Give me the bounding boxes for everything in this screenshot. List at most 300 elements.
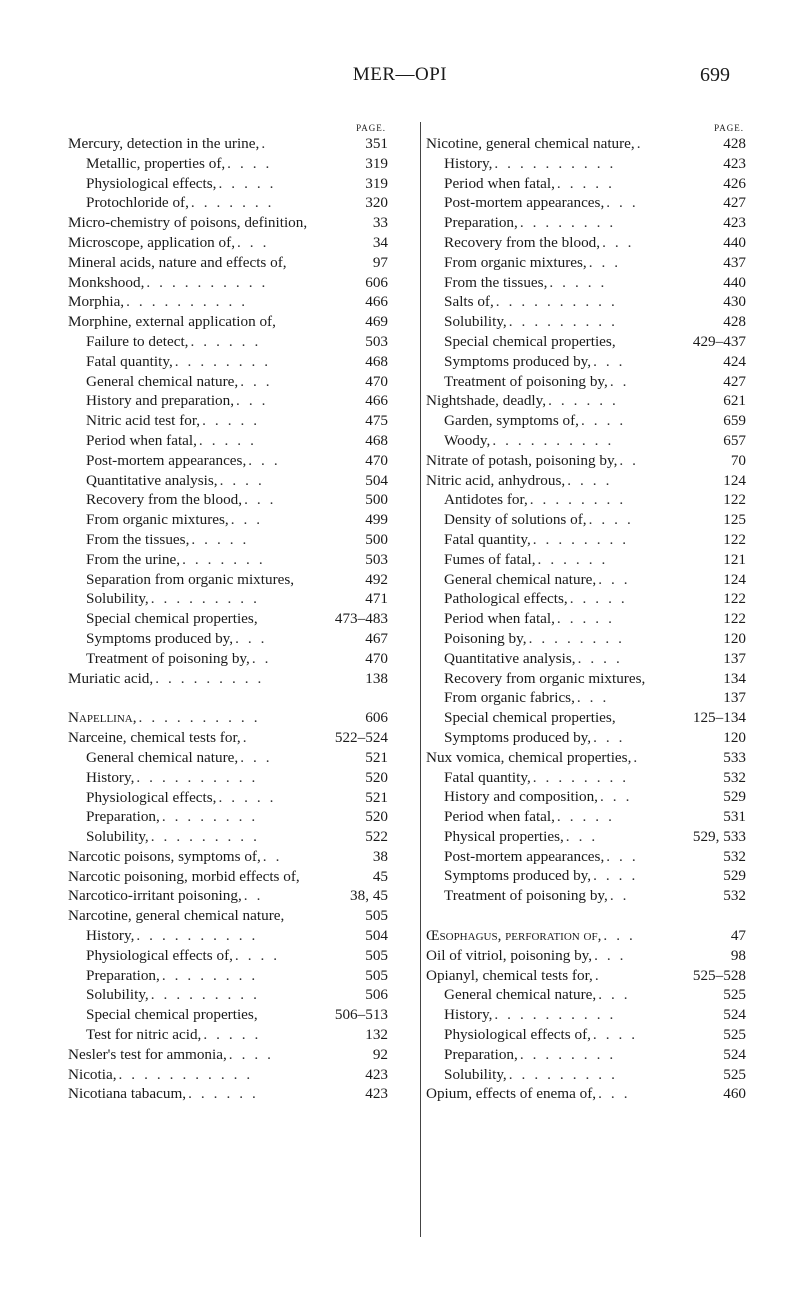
entry-page: 124: [723, 570, 746, 588]
entry-term: Fatal quantity,: [444, 768, 531, 786]
entry-term: Metallic, properties of,: [86, 154, 226, 172]
entry-page: 440: [723, 233, 746, 251]
entry-term: Nitric acid test for,: [86, 412, 201, 430]
index-subentry: [68, 510, 388, 530]
entry-term: Woody,: [444, 431, 491, 449]
entry-leader: . . . .: [577, 649, 623, 667]
entry-leader: . . .: [602, 233, 635, 251]
entry-leader: . . . . . . . . . .: [136, 768, 258, 786]
index-subentry: [426, 312, 746, 332]
entry-term: Period when fatal,: [444, 174, 555, 192]
column-divider: [420, 122, 421, 1237]
entry-term: History,: [86, 927, 135, 945]
entry-page: 121: [723, 550, 746, 568]
index-subentry: [426, 807, 746, 827]
entry-term: Solubility,: [444, 1065, 507, 1083]
entry-term: Symptoms produced by,: [444, 728, 592, 746]
entry-term: Preparation,: [86, 808, 160, 826]
index-column-left: [68, 122, 388, 1104]
index-subentry: [68, 609, 388, 629]
index-subentry: [68, 193, 388, 213]
entry-leader: . . . . . .: [548, 392, 619, 410]
index-subentry: [426, 688, 746, 708]
index-subentry: [68, 154, 388, 174]
entry-term: Recovery from the blood,: [444, 233, 601, 251]
entry-page: 428: [723, 135, 746, 152]
entry-term: Solubility,: [444, 313, 507, 331]
entry-leader: . . .: [248, 451, 281, 469]
index-subentry: [68, 352, 388, 372]
index-entry: [68, 847, 388, 867]
entry-term: Monkshood,: [68, 273, 145, 291]
entry-page: 475: [365, 412, 388, 430]
entry-leader: . . . .: [593, 867, 638, 885]
entry-leader: . .: [262, 847, 282, 865]
section-gap: [426, 906, 746, 926]
entry-page: 505: [365, 907, 388, 925]
entry-page: 137: [723, 689, 746, 707]
entry-term: Preparation,: [444, 214, 518, 232]
entry-leader: . . .: [599, 788, 632, 806]
index-entry: [68, 867, 388, 887]
entry-term: History,: [86, 768, 135, 786]
entry-term: Narcotic poisons, symptoms of,: [68, 847, 261, 865]
index-entry: [68, 292, 388, 312]
entry-term: Solubility,: [86, 828, 149, 846]
entry-term: From the tissues,: [444, 273, 548, 291]
entry-term: Morphia,: [68, 293, 125, 311]
index-subentry: [426, 866, 746, 886]
index-subentry: [426, 273, 746, 293]
index-subentry: [426, 253, 746, 273]
entry-term: Nightshade, deadly,: [426, 392, 547, 410]
entry-page: 466: [365, 392, 388, 410]
entry-leader: . . . . . . . .: [519, 214, 616, 232]
index-subentry: [426, 1065, 746, 1085]
entry-term: Solubility,: [86, 986, 149, 1004]
entry-term: Treatment of poisoning by,: [444, 887, 608, 905]
entry-term: Period when fatal,: [444, 808, 555, 826]
index-subentry: [426, 510, 746, 530]
entry-page: 34: [372, 233, 388, 251]
entry-term: History and composition,: [444, 788, 598, 806]
entry-leader: . . . . . . . . . .: [136, 927, 258, 945]
entry-leader: . . .: [230, 511, 263, 529]
entry-page: 120: [723, 728, 746, 746]
entry-page: 460: [723, 1085, 746, 1103]
entry-leader: . . . . . . . . . .: [495, 293, 618, 311]
entry-leader: . . . . . .: [537, 550, 608, 568]
entry-leader: . . . . . . . . . .: [146, 273, 268, 291]
entry-page: 500: [365, 491, 388, 509]
index-subentry: [426, 1045, 746, 1065]
index-subentry: [68, 372, 388, 392]
entry-leader: . . . . . . . . .: [150, 828, 260, 846]
entry-page: 122: [723, 610, 746, 628]
index-subentry: [426, 728, 746, 748]
entry-term: Narceine, chemical tests for,: [68, 729, 241, 747]
entry-term: Micro-chemistry of poisons, definition,: [68, 214, 308, 232]
entry-leader: . . .: [593, 728, 626, 746]
entry-page: 506: [365, 986, 388, 1004]
entry-page: 440: [723, 273, 746, 291]
entry-page: 97: [372, 253, 388, 271]
entry-leader: .: [261, 135, 268, 152]
entry-leader: . . . . . . . .: [174, 352, 271, 370]
entry-page: 525: [723, 1065, 746, 1083]
entry-page: 319: [365, 174, 388, 192]
entry-page: 532: [723, 887, 746, 905]
entry-leader: . . . . . . . .: [529, 491, 626, 509]
index-subentry: [68, 490, 388, 510]
entry-page: 424: [723, 352, 746, 370]
entry-page: 122: [723, 590, 746, 608]
entry-page: 504: [365, 471, 388, 489]
entry-leader: . . . . .: [218, 788, 277, 806]
entry-page: 98: [730, 946, 746, 964]
entry-term: Antidotes for,: [444, 491, 528, 509]
index-subentry: [426, 490, 746, 510]
entry-page: 506–513: [334, 1006, 388, 1024]
index-subentry: [426, 609, 746, 629]
index-subentry: [426, 708, 746, 728]
entry-page: 423: [365, 1085, 388, 1103]
entry-page: 657: [723, 431, 746, 449]
entry-page: 500: [365, 530, 388, 548]
entry-leader: . . .: [236, 392, 269, 410]
entry-term: Special chemical properties,: [444, 709, 616, 727]
entry-leader: . . . .: [580, 412, 626, 430]
entry-leader: . . . . . . . .: [532, 530, 629, 548]
index-entry: [426, 1084, 746, 1104]
entry-page: 125: [723, 511, 746, 529]
entry-leader: . . .: [588, 253, 621, 271]
entry-leader: . . . .: [219, 471, 265, 489]
index-entry: [426, 391, 746, 411]
entry-term: Opianyl, chemical tests for,: [426, 966, 593, 984]
index-subentry: [68, 471, 388, 491]
index-subentry: [68, 431, 388, 451]
entry-page: 137: [723, 649, 746, 667]
index-subentry: [426, 411, 746, 431]
entry-page: 423: [365, 1065, 388, 1083]
index-subentry: [426, 1025, 746, 1045]
entry-term: Quantitative analysis,: [444, 649, 576, 667]
entry-term: General chemical nature,: [86, 372, 239, 390]
index-subentry: [68, 827, 388, 847]
index-subentry: [68, 411, 388, 431]
entry-page: 659: [723, 412, 746, 430]
entry-term: Opium, effects of enema of,: [426, 1085, 597, 1103]
entry-leader: . . . . .: [549, 273, 607, 291]
entry-page: 505: [365, 946, 388, 964]
entry-term: Symptoms produced by,: [444, 867, 592, 885]
entry-page: 319: [365, 154, 388, 172]
entry-term: Treatment of poisoning by,: [444, 372, 608, 390]
entry-leader: . . . . .: [203, 1026, 261, 1044]
entry-leader: . . . .: [227, 154, 272, 172]
entry-leader: . . . . . . . . . .: [126, 293, 248, 311]
entry-term: From the urine,: [86, 550, 181, 568]
index-subentry: [68, 788, 388, 808]
index-subentry: [68, 966, 388, 986]
entry-term: Separation from organic mixtures,: [86, 570, 295, 588]
entry-page: 423: [723, 154, 746, 172]
index-entry: [426, 471, 746, 491]
entry-page: 621: [723, 392, 746, 410]
entry-leader: . . . . . . . .: [519, 1045, 616, 1063]
entry-leader: . . .: [240, 372, 273, 390]
entry-leader: . . . . . . . . .: [508, 1065, 618, 1083]
index-entry: [68, 708, 388, 728]
entry-leader: . . .: [240, 748, 273, 766]
entry-leader: . . . .: [588, 511, 634, 529]
index-subentry: [426, 886, 746, 906]
index-subentry: [68, 649, 388, 669]
entry-leader: . . .: [606, 194, 639, 212]
entry-term: Post-mortem appearances,: [444, 847, 605, 865]
entry-leader: . . . . . . . . .: [150, 986, 260, 1004]
entry-term: History,: [444, 154, 493, 172]
entry-page: 473–483: [334, 610, 388, 628]
index-subentry: [68, 768, 388, 788]
entry-leader: . . . . .: [191, 530, 249, 548]
index-subentry: [426, 629, 746, 649]
index-subentry: [426, 431, 746, 451]
index-entry: [426, 946, 746, 966]
entry-leader: . . . . . . . . .: [155, 669, 264, 687]
index-subentry: [426, 649, 746, 669]
entry-page: 47: [730, 927, 746, 945]
entry-leader: . . .: [603, 927, 636, 945]
entry-term: Physiological effects,: [86, 174, 217, 192]
index-subentry: [426, 372, 746, 392]
entry-term: Protochloride of,: [86, 194, 189, 212]
entry-page: 134: [723, 669, 746, 687]
entry-leader: .: [636, 135, 644, 152]
index-subentry: [426, 193, 746, 213]
index-entry: [68, 233, 388, 253]
entry-term: Microscope, application of,: [68, 233, 236, 251]
entry-leader: . . .: [565, 827, 598, 845]
entry-term: Muriatic acid,: [68, 669, 154, 687]
entry-leader: . . .: [244, 491, 277, 509]
entry-page: 522–524: [334, 729, 388, 747]
index-entry: [68, 312, 388, 332]
entry-page: 468: [365, 352, 388, 370]
entry-page: 532: [723, 847, 746, 865]
entry-leader: . . .: [606, 847, 639, 865]
entry-term: Recovery from the blood,: [86, 491, 243, 509]
entry-page: 470: [365, 372, 388, 390]
entry-term: Physiological effects of,: [444, 1026, 591, 1044]
entry-leader: . . . . . . . .: [532, 768, 629, 786]
entry-term: Nicotiana tabacum,: [68, 1085, 187, 1103]
entry-term: Preparation,: [86, 966, 160, 984]
entry-term: Physiological effects of,: [86, 946, 233, 964]
entry-term: Special chemical properties,: [86, 1006, 258, 1024]
index-subentry: [426, 530, 746, 550]
entry-leader: . . . .: [567, 471, 612, 489]
entry-leader: . . . .: [234, 946, 280, 964]
entry-leader: .: [633, 748, 640, 766]
entry-page: 45: [372, 867, 388, 885]
entry-page: 467: [365, 629, 388, 647]
index-entry: [68, 253, 388, 273]
index-subentry: [68, 550, 388, 570]
entry-term: Physical properties,: [444, 827, 564, 845]
index-subentry: [68, 748, 388, 768]
entry-term: General chemical nature,: [444, 570, 597, 588]
page-number: 699: [700, 64, 730, 86]
index-subentry: [68, 332, 388, 352]
entry-term: From organic mixtures,: [86, 511, 229, 529]
index-subentry: [68, 530, 388, 550]
entry-page: 125–134: [692, 709, 746, 727]
entry-page: 521: [365, 788, 388, 806]
entry-leader: . . .: [598, 986, 631, 1004]
index-subentry: [426, 768, 746, 788]
entry-page: 320: [365, 194, 388, 212]
entry-term: Test for nitric acid,: [86, 1026, 202, 1044]
entry-leader: . .: [251, 649, 272, 667]
entry-page: 492: [365, 570, 388, 588]
index-entry: [426, 134, 746, 154]
index-subentry: [426, 352, 746, 372]
entry-term: Fatal quantity,: [86, 352, 173, 370]
entry-term: Special chemical properties,: [444, 332, 616, 350]
entry-term: Treatment of poisoning by,: [86, 649, 250, 667]
index-subentry: [426, 292, 746, 312]
entry-leader: . . . . . . . . . . .: [118, 1065, 253, 1083]
entry-leader: . . . .: [228, 1045, 274, 1063]
entry-leader: . . . . . . . . .: [150, 590, 260, 608]
entry-page: 521: [365, 748, 388, 766]
entry-term: Oil of vitriol, poisoning by,: [426, 946, 593, 964]
index-entry: [68, 1065, 388, 1085]
entry-page: 92: [372, 1045, 388, 1063]
index-subentry: [68, 807, 388, 827]
entry-page: 606: [365, 709, 388, 727]
entry-page: 529: [723, 788, 746, 806]
entry-page: 525: [723, 1026, 746, 1044]
entry-page: 351: [365, 135, 388, 152]
entry-leader: . . .: [593, 352, 626, 370]
entry-page: 38, 45: [350, 887, 388, 905]
entry-page: 427: [723, 194, 746, 212]
entry-leader: . . . . .: [198, 431, 257, 449]
entry-leader: . . .: [598, 1085, 631, 1103]
entry-page: 532: [723, 768, 746, 786]
entry-term: Napellina,: [68, 709, 137, 727]
entry-leader: . . .: [237, 233, 269, 251]
entry-page: 437: [723, 253, 746, 271]
entry-term: From organic mixtures,: [444, 253, 587, 271]
entry-page: 427: [723, 372, 746, 390]
entry-page: 428: [723, 313, 746, 331]
entry-term: Poisoning by,: [444, 629, 527, 647]
entry-page: 525: [723, 986, 746, 1004]
entry-term: Garden, symptoms of,: [444, 412, 579, 430]
index-entry: [68, 134, 388, 154]
entry-page: 503: [365, 550, 388, 568]
entry-page: 525–528: [692, 966, 746, 984]
entry-page: 522: [365, 828, 388, 846]
index-entry: [68, 1045, 388, 1065]
entry-term: Nux vomica, chemical properties,: [426, 748, 632, 766]
entry-term: Density of solutions of,: [444, 511, 587, 529]
entry-term: Nitrate of potash, poisoning by,: [426, 451, 618, 469]
entry-page: 429–437: [692, 332, 746, 350]
entry-term: Failure to detect,: [86, 332, 189, 350]
entry-term: General chemical nature,: [444, 986, 597, 1004]
entry-term: Œsophagus, perforation of,: [426, 927, 602, 945]
entry-term: History,: [444, 1006, 493, 1024]
entry-leader: . . . . .: [556, 174, 615, 192]
entry-page: 499: [365, 511, 388, 529]
index-subentry: [68, 946, 388, 966]
index-entry: [426, 748, 746, 768]
index-subentry: [426, 332, 746, 352]
entry-term: Narcotico-irritant poisoning,: [68, 887, 242, 905]
entry-leader: . .: [609, 887, 630, 905]
entry-term: Preparation,: [444, 1045, 518, 1063]
index-entry: [426, 451, 746, 471]
entry-page: 520: [365, 808, 388, 826]
entry-leader: . . . . . . . .: [161, 808, 258, 826]
entry-leader: . . . . . . . . . .: [494, 1006, 616, 1024]
entry-leader: . .: [619, 451, 639, 469]
running-head: MER—OPI: [352, 64, 448, 85]
entry-page: 531: [723, 808, 746, 826]
entry-term: Period when fatal,: [444, 610, 555, 628]
entry-term: Quantitative analysis,: [86, 471, 218, 489]
index-subentry: [68, 391, 388, 411]
index-subentry: [426, 154, 746, 174]
index-entry: [68, 273, 388, 293]
entry-leader: . . .: [598, 570, 631, 588]
entry-term: Nicotine, general chemical nature,: [426, 135, 635, 152]
entry-page: 430: [723, 293, 746, 311]
index-subentry: [426, 233, 746, 253]
index-subentry: [68, 926, 388, 946]
entry-term: From organic fabrics,: [444, 689, 575, 707]
entry-leader: . . . . . .: [190, 332, 261, 350]
index-entry: [426, 926, 746, 946]
entry-leader: . .: [243, 887, 263, 905]
index-subentry: [426, 1005, 746, 1025]
entry-term: Nitric acid, anhydrous,: [426, 471, 566, 489]
index-entry: [68, 728, 388, 748]
entry-page: 524: [723, 1006, 746, 1024]
entry-term: Salts of,: [444, 293, 494, 311]
entry-page: 120: [723, 629, 746, 647]
entry-page: 529: [723, 867, 746, 885]
entry-page: 132: [365, 1026, 388, 1044]
entry-term: Period when fatal,: [86, 431, 197, 449]
entry-leader: .: [242, 729, 250, 747]
entry-page: 122: [723, 491, 746, 509]
index-subentry: [68, 985, 388, 1005]
index-entry: [68, 906, 388, 926]
entry-page: 470: [365, 649, 388, 667]
entry-term: Special chemical properties,: [86, 610, 258, 628]
index-subentry: [426, 847, 746, 867]
entry-page: 122: [723, 530, 746, 548]
entry-page: 524: [723, 1045, 746, 1063]
entry-leader: . . . . . . .: [182, 550, 266, 568]
entry-page: 504: [365, 927, 388, 945]
